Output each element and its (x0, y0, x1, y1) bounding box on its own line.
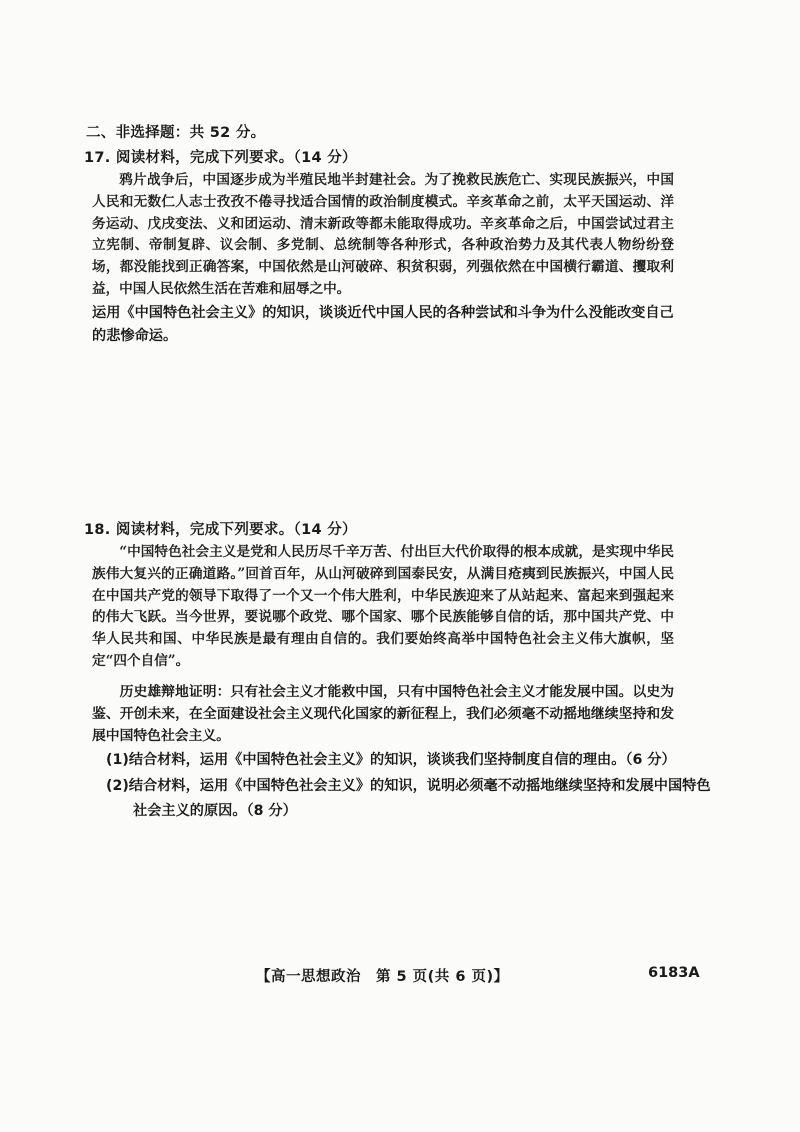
question-18-sub-2: (2)结合材料，运用《中国特色社会主义》的知识，说明必须毫不动摇地继续坚持和发展中国特色社会主义的原因。（8 分） (106, 778, 711, 819)
question-17-heading: 17. 阅读材料，完成下列要求。（14 分） (84, 150, 357, 166)
question-18-sub-1: (1)结合材料，运用《中国特色社会主义》的知识，谈谈我们坚持制度自信的理由。（6 分） (106, 752, 676, 768)
page-footer: 【高一思想政治 第 5 页(共 6 页)】 (256, 969, 509, 985)
question-17-task: 运用《中国特色社会主义》的知识，谈谈近代中国人民的各种尝试和斗争为什么没能改变自己的悲惨命运。 (92, 305, 674, 344)
paper-code: 6183A (648, 965, 700, 981)
section-title: 二、非选择题：共 52 分。 (86, 125, 266, 141)
question-18-material-1: “中国特色社会主义是党和人民历尽千辛万苦、付出巨大代价取得的根本成就，是实现中华民族伟大复兴的正确道路。”回首百年，从山河破碎到国泰民安，从满目疮痍到民族振兴，中国人民在中国共产党的领导下取得了一个又一个伟大胜利，中华民族迎来了从站起来、富起来到强起来的伟大飞跃。当今世界，要说哪个政党、哪个国家、哪个民族能够自信的话，那中国共产党、中华人民共和国、中华民族是最有理由自信的。我们要始终高举中国特色社会主义伟大旗帜，坚定“四个自信”。 (92, 544, 674, 669)
question-18-heading: 18. 阅读材料，完成下列要求。（14 分） (84, 522, 357, 538)
question-17-material: 鸦片战争后，中国逐步成为半殖民地半封建社会。为了挽救民族危亡、实现民族振兴，中国人民和无数仁人志士孜孜不倦寻找适合国情的政治制度模式。辛亥革命之前，太平天国运动、洋务运动、戊戌变法、义和团运动、清末新政等都未能取得成功。辛亥革命之后，中国尝试过君主立宪制、帝制复辟、议会制、多党制、总统制等各种形式，各种政治势力及其代表人物纷纷登场，都没能找到正确答案，中国依然是山河破碎、积贫积弱，列强依然在中国横行霸道、攫取利益，中国人民依然生活在苦难和屈辱之中。 (92, 172, 674, 297)
question-18-material-2: 历史雄辩地证明：只有社会主义才能救中国，只有中国特色社会主义才能发展中国。以史为鉴、开创未来，在全面建设社会主义现代化国家的新征程上，我们必须毫不动摇地继续坚持和发展中国特色社会主义。 (92, 684, 674, 744)
